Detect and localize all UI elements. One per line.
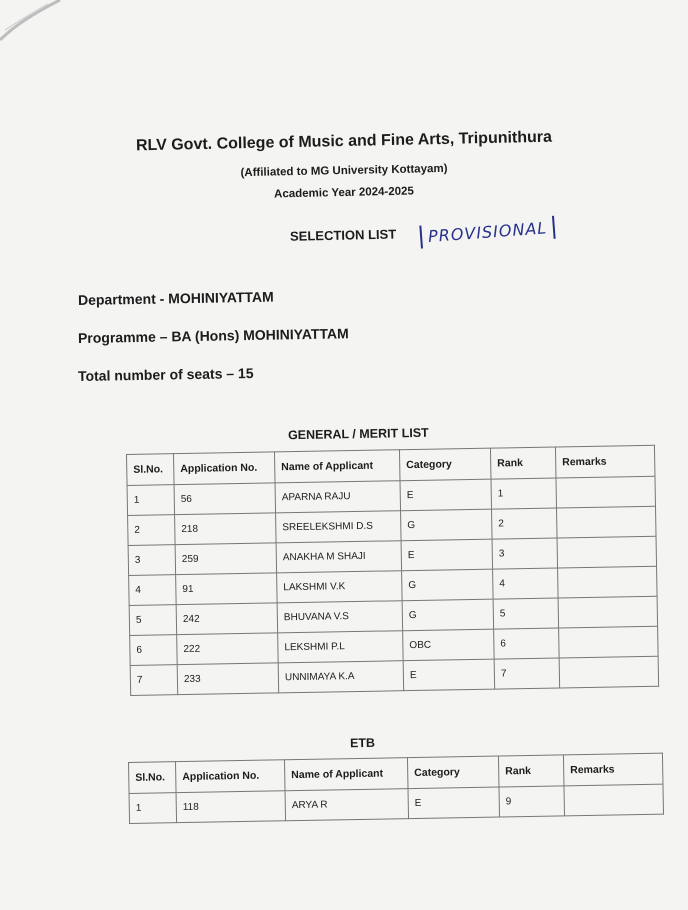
- col-header-remarks: Remarks: [555, 445, 655, 478]
- cell-application-no: 218: [175, 513, 277, 545]
- col-header-rank: Rank: [498, 755, 564, 787]
- cell-rank: 1: [491, 478, 557, 509]
- total-seats-line: Total number of seats – 15: [77, 364, 254, 384]
- cell-application-no: 242: [176, 603, 278, 635]
- cell-rank: 4: [493, 568, 559, 599]
- cell-category: E: [400, 479, 492, 511]
- affiliation-text: (Affiliated to MG University Kottayam): [240, 162, 448, 180]
- cell-name: LEKSHMI P.L: [278, 631, 404, 663]
- col-header-category: Category: [399, 448, 491, 481]
- cell-category: G: [402, 569, 494, 601]
- cell-name: APARNA RAJU: [275, 481, 401, 513]
- cell-rank: 3: [492, 538, 558, 569]
- cell-category: E: [408, 787, 500, 819]
- cell-application-no: 259: [175, 543, 277, 575]
- selection-list-heading: [290, 219, 556, 248]
- cell-remarks: [564, 784, 664, 816]
- cell-name: ARYA R: [285, 789, 409, 821]
- cell-name: UNNIMAYA K.A: [278, 661, 404, 693]
- cell-remarks: [556, 476, 656, 508]
- page-corner-mark: [0, 0, 70, 50]
- cell-slno: 6: [130, 635, 178, 666]
- general-merit-heading: GENERAL / MERIT LIST: [287, 425, 429, 443]
- cell-name: BHUVANA V.S: [277, 601, 403, 633]
- general-merit-table: [126, 445, 659, 696]
- academic-year: Academic Year 2024-2025: [273, 185, 415, 201]
- cell-slno: 1: [127, 485, 175, 516]
- programme-line: Programme – BA (Hons) MOHINIYATTAM: [77, 325, 349, 346]
- col-header-category: Category: [407, 756, 499, 789]
- col-header-application-no: Application No.: [174, 452, 276, 485]
- cell-application-no: 222: [177, 633, 279, 665]
- cell-application-no: 91: [176, 573, 278, 605]
- cell-remarks: [559, 626, 659, 658]
- cell-remarks: [557, 536, 657, 568]
- cell-rank: 2: [492, 508, 558, 539]
- cell-slno: 1: [129, 793, 177, 824]
- college-title: RLV Govt. College of Music and Fine Arts, Tripunithura: [135, 128, 553, 155]
- cell-category: G: [401, 509, 493, 541]
- col-header-application-no: Application No.: [176, 760, 286, 793]
- department-line: Department - MOHINIYATTAM: [77, 288, 274, 308]
- cell-slno: 5: [129, 605, 177, 636]
- cell-name: SREELEKSHMI D.S: [276, 511, 402, 543]
- cell-rank: 5: [493, 598, 559, 629]
- cell-remarks: [559, 656, 659, 688]
- cell-name: ANAKHA M SHAJI: [276, 541, 402, 573]
- cell-slno: 4: [129, 575, 177, 606]
- cell-application-no: 56: [174, 483, 276, 515]
- col-header-name: Name of Applicant: [274, 450, 400, 483]
- cell-rank: 7: [494, 658, 560, 689]
- cell-category: E: [401, 539, 493, 571]
- col-header-slno: Sl.No.: [127, 454, 175, 486]
- col-header-name: Name of Applicant: [284, 758, 408, 791]
- cell-application-no: 233: [177, 663, 279, 695]
- selection-list-title: SELECTION LIST: [289, 226, 397, 244]
- cell-rank: 6: [494, 628, 560, 659]
- col-header-remarks: Remarks: [563, 753, 663, 786]
- etb-table: [128, 753, 664, 824]
- col-header-slno: Sl.No.: [129, 762, 177, 794]
- col-header-rank: Rank: [490, 447, 556, 479]
- cell-slno: 2: [128, 515, 176, 546]
- etb-heading: ETB: [349, 735, 376, 751]
- provisional-handwritten-stamp: PROVISIONAL: [419, 216, 556, 249]
- cell-category: G: [402, 599, 494, 631]
- cell-remarks: [558, 566, 658, 598]
- cell-application-no: 118: [176, 791, 286, 823]
- cell-remarks: [558, 596, 658, 628]
- cell-category: OBC: [403, 629, 495, 661]
- cell-category: E: [403, 659, 495, 691]
- cell-slno: 7: [130, 665, 178, 696]
- cell-remarks: [557, 506, 657, 538]
- cell-slno: 3: [128, 545, 176, 576]
- cell-rank: 9: [499, 786, 565, 817]
- cell-name: LAKSHMI V.K: [277, 571, 403, 603]
